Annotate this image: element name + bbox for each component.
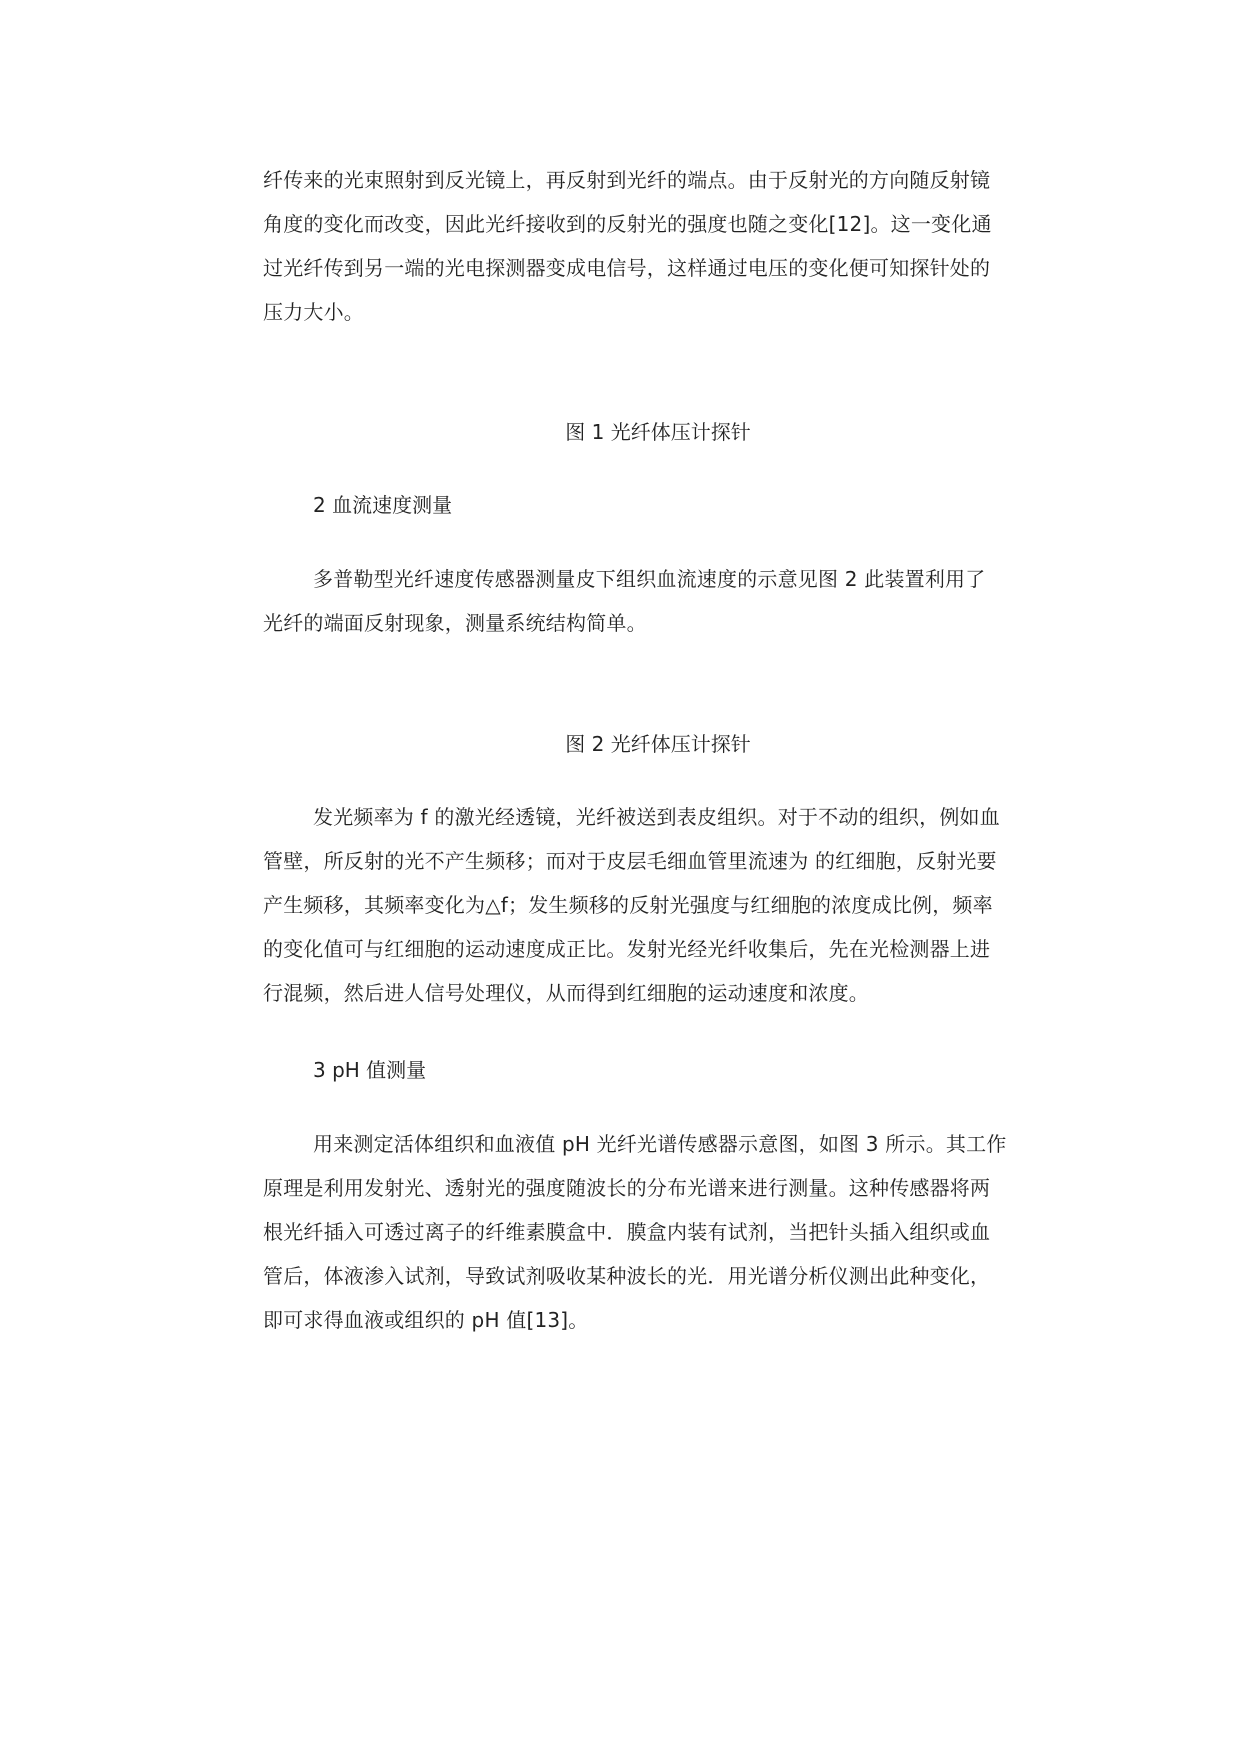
paragraph-line: 产生频移，其频率变化为△f；发生频移的反射光强度与红细胞的浓度成比例，频率 [263,893,993,917]
paragraph-line: 过光纤传到另一端的光电探测器变成电信号，这样通过电压的变化便可知探针处的 [263,256,991,280]
paragraph-line: 用来测定活体组织和血液值 pH 光纤光谱传感器示意图，如图 3 所示。其工作 [313,1132,1007,1156]
paragraph-laser-frequency [263,795,1053,1015]
paragraph-pressure-probe [263,158,1053,334]
paragraph-line: 压力大小。 [263,300,364,324]
paragraph-line: 角度的变化而改变，因此光纤接收到的反射光的强度也随之变化[12]。这一变化通 [263,212,992,236]
figure-1-caption: 图 1 光纤体压计探针 [565,420,751,444]
paragraph-line: 发光频率为 f 的激光经透镜，光纤被送到表皮组织。对于不动的组织，例如血 [313,805,1000,829]
section-3-heading: 3 pH 值测量 [313,1058,427,1082]
paragraph-ph-sensor [263,1122,1053,1342]
paragraph-line: 纤传来的光束照射到反光镜上，再反射到光纤的端点。由于反射光的方向随反射镜 [263,168,991,192]
paragraph-line: 管后，体液渗入试剂，导致试剂吸收某种波长的光．用光谱分析仪测出此种变化， [263,1264,991,1288]
paragraph-line: 行混频，然后进人信号处理仪，从而得到红细胞的运动速度和浓度。 [263,981,869,1005]
paragraph-line: 光纤的端面反射现象，测量系统结构简单。 [263,611,647,635]
paragraph-line: 原理是利用发射光、透射光的强度随波长的分布光谱来进行测量。这种传感器将两 [263,1176,991,1200]
paragraph-line: 即可求得血液或组织的 pH 值[13]。 [263,1308,589,1332]
paragraph-doppler-sensor [263,557,1053,645]
paragraph-line: 管壁，所反射的光不产生频移；而对于皮层毛细血管里流速为 的红细胞，反射光要 [263,849,997,873]
figure-2-caption: 图 2 光纤体压计探针 [565,732,751,756]
section-2-heading: 2 血流速度测量 [313,493,453,517]
paragraph-line: 多普勒型光纤速度传感器测量皮下组织血流速度的示意见图 2 此装置利用了 [313,567,986,591]
paragraph-line: 的变化值可与红细胞的运动速度成正比。发射光经光纤收集后，先在光检测器上进 [263,937,991,961]
paragraph-line: 根光纤插入可透过离子的纤维素膜盒中．膜盒内装有试剂，当把针头插入组织或血 [263,1220,991,1244]
